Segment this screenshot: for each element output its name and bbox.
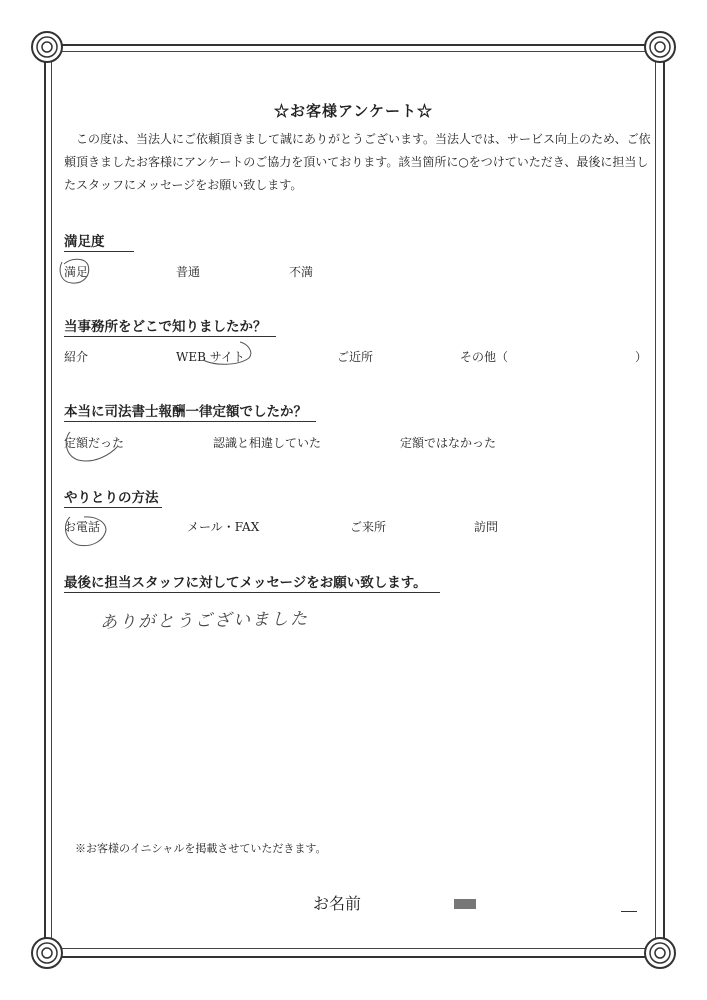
option-satisfied[interactable]: 満足 <box>64 265 89 279</box>
option-normal[interactable]: 普通 <box>176 265 201 279</box>
option-mail-fax[interactable]: メール・FAX <box>187 520 260 534</box>
option-home-visit[interactable]: 訪問 <box>474 520 499 534</box>
question-underline <box>64 336 276 337</box>
option-referral[interactable]: 紹介 <box>64 350 89 364</box>
handwritten-message[interactable]: ありがとうございました <box>99 609 310 633</box>
survey-title: ☆お客様アンケート☆ <box>273 102 434 120</box>
corner-rosette-icon <box>643 936 677 970</box>
option-visit-office[interactable]: ご来所 <box>350 520 387 534</box>
name-label: お名前 <box>313 894 362 913</box>
corner-rosette-icon <box>30 30 64 64</box>
question-message: 最後に担当スタッフに対してメッセージをお願い致します。 <box>64 575 427 591</box>
question-underline <box>64 507 162 508</box>
corner-rosette-icon <box>30 936 64 970</box>
redacted-name <box>454 899 476 909</box>
option-other[interactable]: その他（ <box>460 350 509 364</box>
option-phone[interactable]: お電話 <box>64 520 101 534</box>
option-differed[interactable]: 認識と相違していた <box>213 436 322 450</box>
intro-text: この度は、当法人にご依頼頂きまして誠にありがとうございます。当法人では、サービス向上のため、ご依頼頂きましたお客様にアンケートのご協力を頂いております。該当箇所に○をつけていただき、最後に担当したスタッフにメッセージをお願い致します。 <box>64 132 651 192</box>
option-other-close: ） <box>635 350 648 364</box>
option-not-fixed[interactable]: 定額ではなかった <box>400 436 497 450</box>
option-neighborhood[interactable]: ご近所 <box>337 350 374 364</box>
initials-note: ※お客様のイニシャルを掲載させていただきます。 <box>75 842 327 855</box>
name-underline <box>621 911 637 912</box>
corner-rosette-icon <box>643 30 677 64</box>
option-fixed[interactable]: 定額だった <box>64 436 125 450</box>
question-satisfaction: 満足度 <box>64 234 105 250</box>
question-underline <box>64 251 134 252</box>
question-underline <box>64 592 440 593</box>
option-website[interactable]: WEB サイト <box>176 350 245 364</box>
question-contact-method: やりとりの方法 <box>64 490 159 506</box>
question-source: 当事務所をどこで知りましたか？ <box>64 319 267 335</box>
option-unsatisfied[interactable]: 不満 <box>289 265 314 279</box>
question-fixed-fee: 本当に司法書士報酬一律定額でしたか？ <box>64 404 307 420</box>
question-underline <box>64 421 316 422</box>
